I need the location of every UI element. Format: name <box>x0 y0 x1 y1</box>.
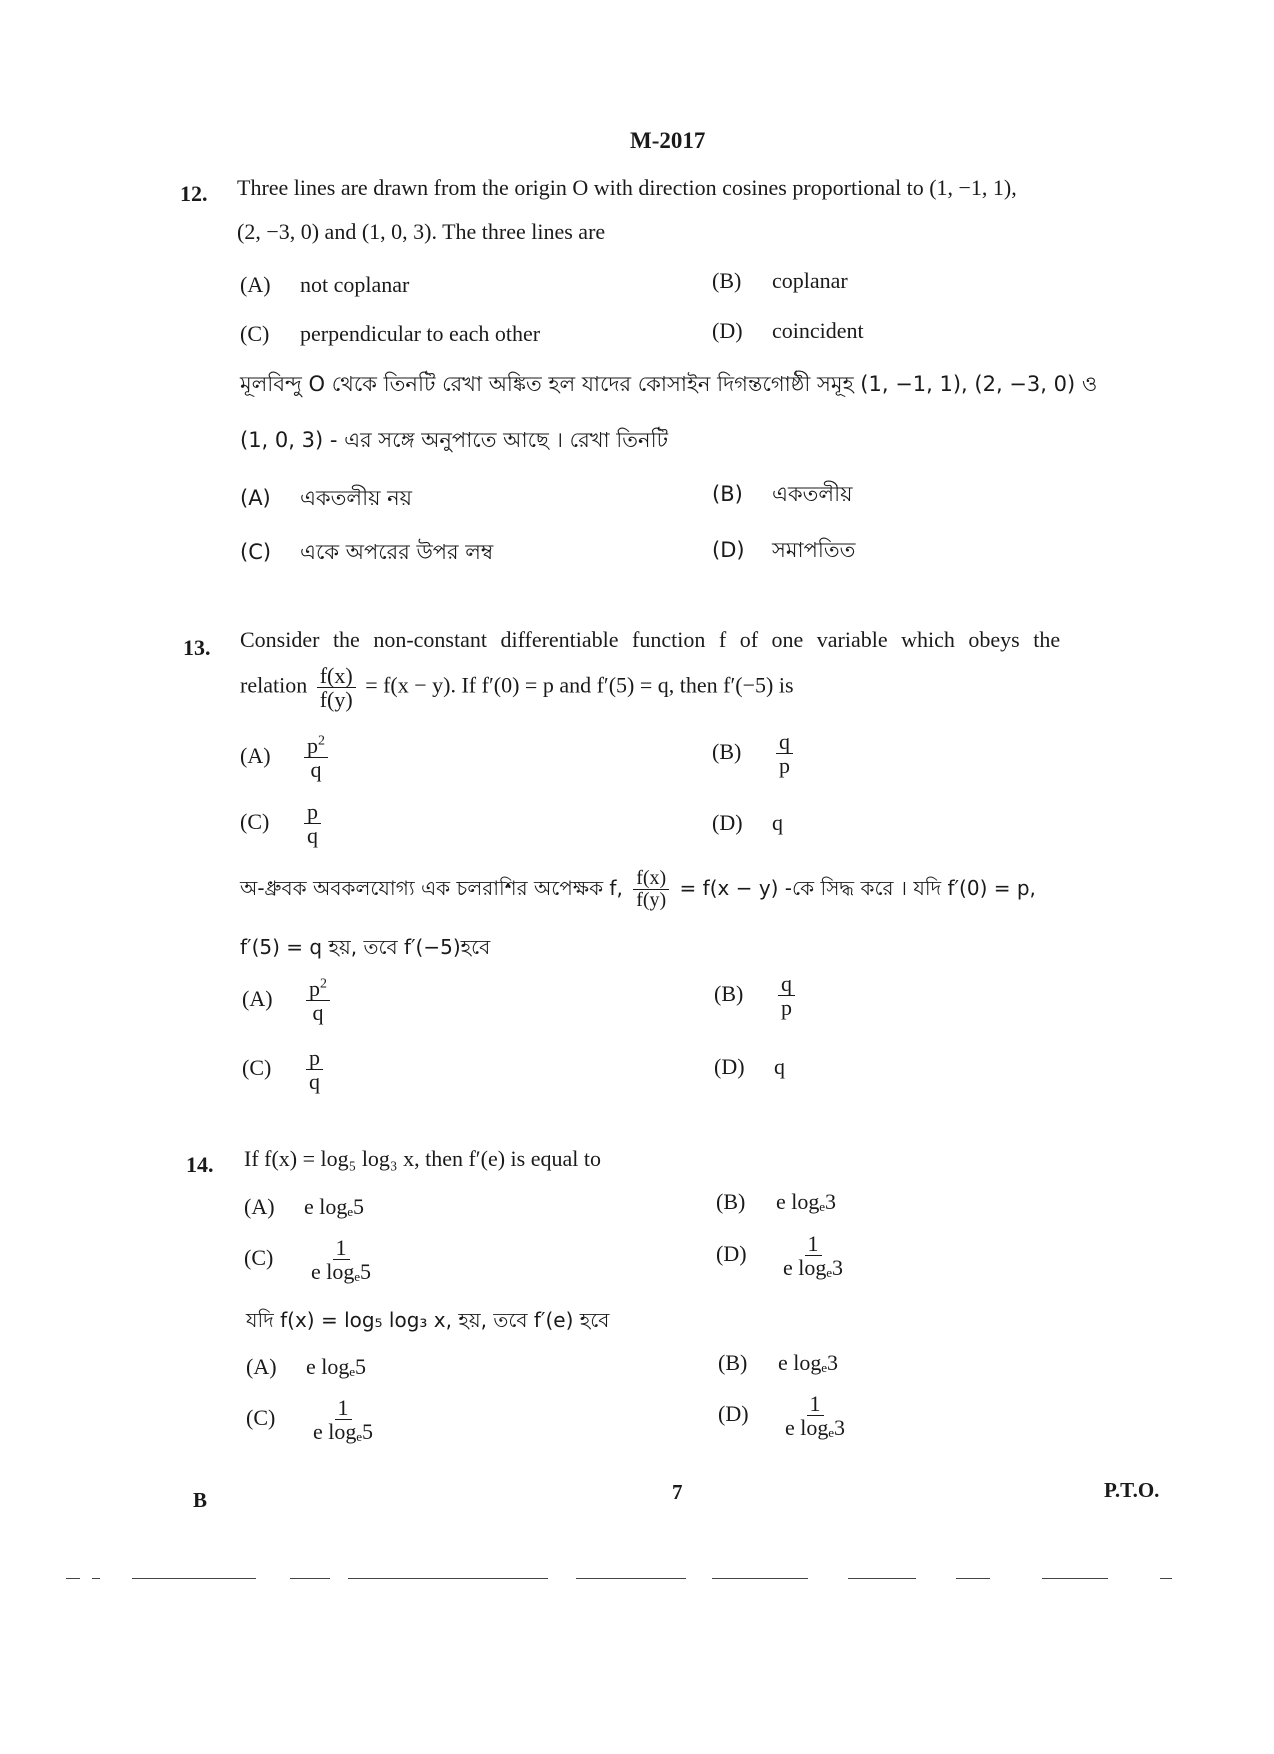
question-number-13: 13. <box>183 635 211 660</box>
q13-option-a-en: (A) $\frac{p^2}{q}$ <box>240 734 332 781</box>
q13-stem-bn-line2: f′(5) = q হয়, তবে f′(−5)হবে <box>240 935 491 959</box>
q12-stem-bn-line2: (1, 0, 3) - এর সঙ্গে অনুপাতে আছে । রেখা তিনটি <box>240 428 669 452</box>
q13-option-d-bn: (D) q <box>714 1054 785 1079</box>
q12-stem-line2: (2, −3, 0) and (1, 0, 3). The three lines are <box>237 219 606 244</box>
paper-code: M-2017 <box>630 128 706 153</box>
q14-stem-en: If f(x) = log₅ log₃ x, then f′(e) is equal to <box>244 1146 601 1171</box>
scan-rule <box>848 1578 916 1579</box>
q13-stem-line1: Consider the non-constant differentiable function f of one variable which obeys the <box>240 627 1061 652</box>
q13-option-a-bn: (A) $\frac{p^2}{q}$ <box>242 977 334 1024</box>
q13-option-c-en: (C) $\frac{p}{q}$ <box>240 800 325 847</box>
q12-stem-bn-line1: মূলবিন্দু O থেকে তিনটি রেখা অঙ্কিত হল যাদের কোসাইন দিগন্তগোষ্ঠী সমূহ (1, −1, 1), (2, −3, 0) ও <box>240 372 1098 396</box>
scan-rule <box>290 1578 330 1579</box>
q14-option-c-en: (C) $\frac{1}{\text{e logₑ5}}$ <box>244 1235 372 1285</box>
q12-option-d-bn: (D) সমাপতিত <box>712 538 856 562</box>
scan-rule <box>348 1578 548 1579</box>
q13-option-c-bn: (C) $\frac{p}{q}$ <box>242 1046 327 1093</box>
q12-option-c-bn: (C) একে অপরের উপর লম্ব <box>240 540 494 564</box>
q14-option-b-bn: (B) e logₑ3 <box>718 1350 839 1375</box>
scan-rule <box>92 1578 100 1579</box>
q13-relation-rest: = f(x − y). If f′(0) = p and f′(5) = q, then f′(−5) is <box>365 672 794 698</box>
q14-option-a-en: (A) e logₑ5 <box>244 1194 365 1219</box>
q13-stem-bn-line1: অ-ধ্রুবক অবকলযোগ্য এক চলরাশির অপেক্ষক f, $\frac{f(x)}{f(y)}$ = f(x − y) -কে সিদ্ধ করে । যদি f′(0) = p, <box>240 867 1036 911</box>
q13-option-b-bn: (B) $\frac{q}{p}$ <box>714 972 799 1019</box>
q14-option-c-bn: (C) $\frac{1}{\text{e logₑ5}}$ <box>246 1395 374 1445</box>
q12-option-a-en: (A) not coplanar <box>240 272 410 297</box>
q14-stem-bn: যদি f(x) = log₅ log₃ x, হয়, তবে f′(e) হবে <box>246 1308 610 1332</box>
q14-option-d-bn: (D) $\frac{1}{\text{e logₑ3}}$ <box>718 1391 846 1441</box>
scan-rule <box>66 1578 80 1579</box>
q14-option-a-bn: (A) e logₑ5 <box>246 1354 367 1379</box>
q13-option-b-en: (B) $\frac{q}{p}$ <box>712 730 797 777</box>
footer-pto: P.T.O. <box>1104 1478 1160 1502</box>
q14-option-b-en: (B) e logₑ3 <box>716 1189 837 1214</box>
footer-series: B <box>193 1488 208 1512</box>
scan-rule <box>1042 1578 1108 1579</box>
q12-option-a-bn: (A) একতলীয় নয় <box>240 486 413 510</box>
q12-option-d-en: (D) coincident <box>712 318 864 343</box>
scan-rule <box>132 1578 256 1579</box>
q13-stem-line2 <box>240 664 794 711</box>
scan-rule <box>712 1578 808 1579</box>
question-number-12: 12. <box>180 181 208 206</box>
q14-option-d-en: (D) $\frac{1}{\text{e logₑ3}}$ <box>716 1231 844 1281</box>
q13-relation-label: relation <box>240 672 308 698</box>
q12-option-b-en: (B) coplanar <box>712 268 848 293</box>
q13-relation-fraction: $\frac{f(x)}{f(y)}$ <box>317 664 356 711</box>
q12-option-c-en: (C) perpendicular to each other <box>240 321 541 346</box>
q12-stem-line1: Three lines are drawn from the origin O with direction cosines proportional to (1, −1, 1), <box>237 175 1017 200</box>
q13-option-d-en: (D) q <box>712 810 783 835</box>
q12-option-b-bn: (B) একতলীয় <box>712 482 853 506</box>
scan-rule <box>576 1578 686 1579</box>
scan-rule <box>956 1578 990 1579</box>
question-number-14: 14. <box>186 1152 214 1177</box>
footer-page-number: 7 <box>672 1480 683 1504</box>
scan-rule <box>1160 1578 1172 1579</box>
